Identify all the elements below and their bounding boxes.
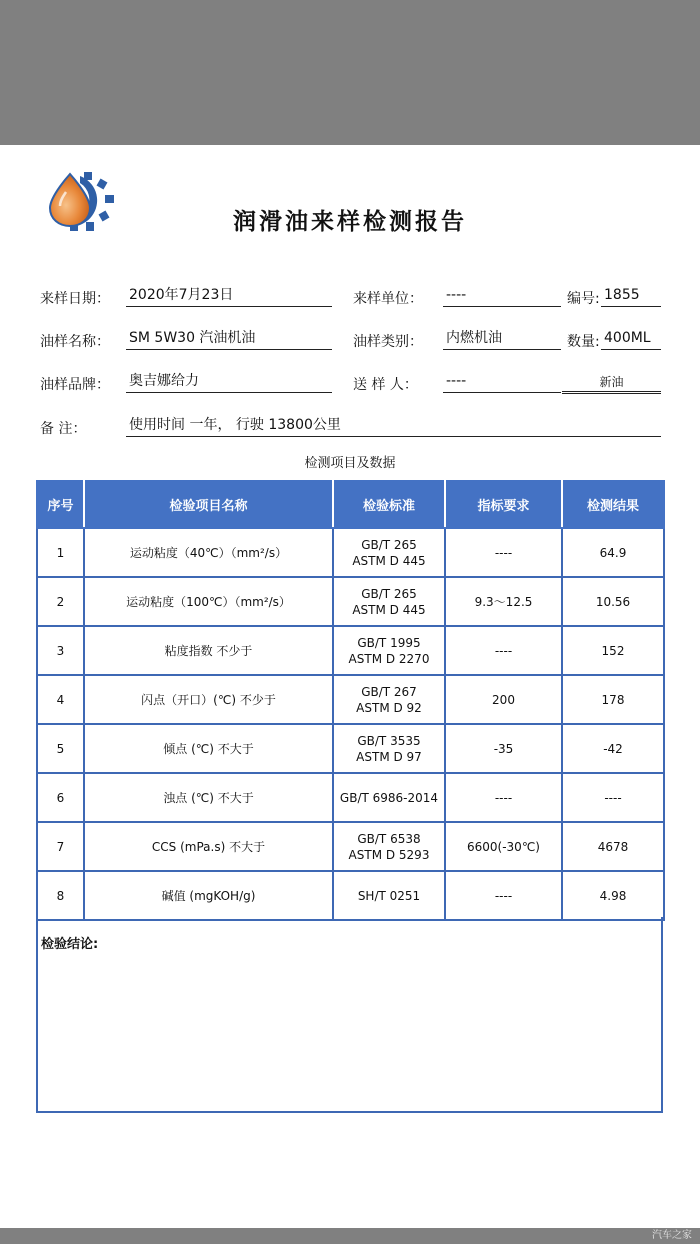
row-no: 4 [37,675,84,724]
oil-condition-field: 新油 [562,372,661,394]
standard-line-2: ASTM D 445 [352,602,426,617]
standard-line-1: GB/T 6986-2014 [339,790,439,805]
number-field: 1855 [601,285,661,307]
row-no: 2 [37,577,84,626]
row-item: 浊点 (℃) 不大于 [84,773,333,822]
row-no: 5 [37,724,84,773]
conclusion-box [36,917,663,1113]
section-title: 检测项目及数据 [304,456,396,471]
table-row [37,773,664,822]
row-item: 倾点 (℃) 不大于 [84,724,333,773]
header-item: 检验项目名称 [84,481,333,528]
row-result: 4678 [562,822,664,871]
row-item: 粘度指数 不少于 [84,626,333,675]
standard-line-1: GB/T 267 [361,684,417,699]
row-result: 4.98 [562,871,664,920]
standard-line-2: ASTM D 92 [356,700,422,715]
number-label: 编号: [567,291,600,307]
header-result: 检测结果 [562,481,664,528]
remark-field: 使用时间 一年， 行驶 13800公里 [126,415,661,437]
table-row [37,577,664,626]
table-row [37,528,664,577]
quantity-label: 数量: [567,334,600,350]
row-standard [333,528,445,577]
report-title: 润滑油来样检测报告 [233,208,467,235]
row-requirement: -35 [445,724,562,773]
unit-label: 来样单位： [353,291,423,307]
row-item: CCS (mPa.s) 不大于 [84,822,333,871]
name-label: 油样名称： [40,334,110,350]
row-item: 碱值 (mgKOH/g) [84,871,333,920]
row-standard [333,724,445,773]
date-label: 来样日期： [40,291,110,307]
sender-label: 送 样 人： [353,377,418,393]
standard-line-1: GB/T 6538 [357,831,421,846]
table-row [37,626,664,675]
row-requirement: ---- [445,773,562,822]
table-row [37,871,664,920]
row-standard [333,822,445,871]
table-row [37,675,664,724]
row-standard [333,577,445,626]
row-requirement: ---- [445,528,562,577]
table-row [37,822,664,871]
standard-line-2: ASTM D 5293 [348,847,430,862]
row-item: 闪点（开口）(℃) 不少于 [84,675,333,724]
row-result: 178 [562,675,664,724]
row-requirement: 200 [445,675,562,724]
row-standard [333,626,445,675]
unit-field: ---- [443,285,561,307]
row-no: 1 [37,528,84,577]
table-header-row [37,481,664,528]
brand-field: 奥吉娜给力 [126,371,332,393]
header-standard: 检验标准 [333,481,445,528]
header-no: 序号 [37,481,84,528]
standard-line-2: ASTM D 2270 [348,651,430,666]
standard-line-2: ASTM D 97 [356,749,422,764]
category-label: 油样类别： [353,334,423,350]
row-item: 运动粘度（100℃）（mm²/s） [84,577,333,626]
standard-line-2: ASTM D 445 [352,553,426,568]
row-no: 3 [37,626,84,675]
remark-label: 备 注： [40,421,87,437]
quantity-field: 400ML [601,328,661,350]
row-standard [333,675,445,724]
row-requirement: ---- [445,871,562,920]
header-requirement: 指标要求 [445,481,562,528]
row-result: 64.9 [562,528,664,577]
conclusion-label: 检验结论: [41,937,99,952]
row-requirement: ---- [445,626,562,675]
row-no: 8 [37,871,84,920]
row-standard [333,871,445,920]
row-requirement: 6600(-30℃) [445,822,562,871]
standard-line-1: GB/T 3535 [357,733,421,748]
row-item: 运动粘度（40℃）（mm²/s） [84,528,333,577]
row-result: -42 [562,724,664,773]
results-table [36,480,663,921]
standard-line-1: GB/T 265 [361,537,417,552]
sender-field: ---- [443,371,561,393]
top-gray-margin [0,0,700,145]
watermark: 汽车之家 [652,1230,692,1241]
standard-line-1: GB/T 1995 [357,635,421,650]
standard-line-1: SH/T 0251 [357,888,421,903]
row-standard [333,773,445,822]
row-result: ---- [562,773,664,822]
row-requirement: 9.3～12.5 [445,577,562,626]
row-no: 6 [37,773,84,822]
date-field: 2020年7月23日 [126,285,332,307]
row-no: 7 [37,822,84,871]
bottom-gray-margin [0,1228,700,1244]
standard-line-1: GB/T 265 [361,586,417,601]
category-field: 内燃机油 [443,328,561,350]
table-row [37,724,664,773]
row-result: 152 [562,626,664,675]
name-field: SM 5W30 汽油机油 [126,328,332,350]
brand-label: 油样品牌： [40,377,110,393]
row-result: 10.56 [562,577,664,626]
